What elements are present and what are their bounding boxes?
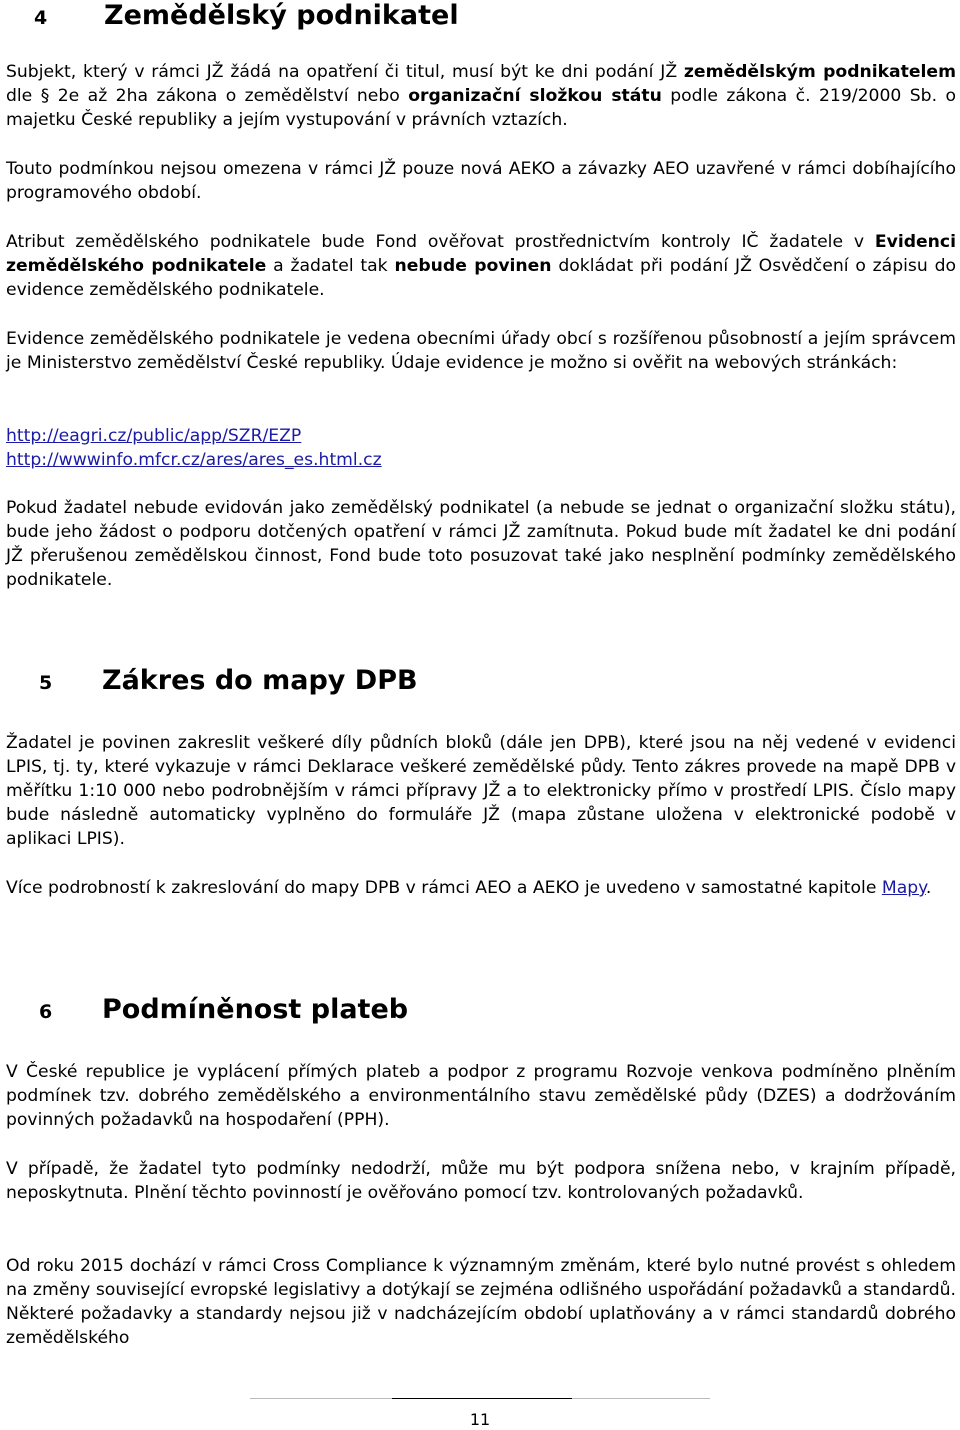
s4-paragraph-5: [6, 496, 956, 592]
paragraph-text: Od roku 2015 dochází v rámci Cross Compliance k významným změnám, které bylo nutné provést s ohledem na změny související evropské legislativy a dotýkají se zejména odlišného uspořádání požadavků a standardů. Některé požadavky a standardy nejsou již v nadcházejícím období uplatňovány a v rámci standardů dobrého zemědělského: [6, 1256, 956, 1348]
s6-paragraph-2: [6, 1157, 956, 1205]
text-run: podle zákona č. 219/2000 Sb. o majetku České republiky a jejím vystupování v právních vztazích.: [6, 86, 956, 130]
paragraph-text: Pokud žadatel nebude evidován jako zemědělský podnikatel (a nebude se jednat o organizační složku státu), bude jeho žádost o podporu dotčených opatření v rámci JŽ zamítnuta. Pokud bude mít žadatel ke dni podání JŽ přerušenou zemědělskou činnost, Fond bude toto posuzovat také jako nesplnění podmínky zemědělského podnikatele.: [6, 498, 956, 590]
s4-links: [6, 424, 956, 472]
paragraph-text: V případě, že žadatel tyto podmínky nedodrží, může mu být podpora snížena nebo, v krajním případě, neposkytnuta. Plnění těchto povinností je ověřováno pomocí tzv. kontrolovaných požadavků.: [6, 1159, 956, 1203]
paragraph-text: Evidence zemědělského podnikatele je vedena obecními úřady obcí s rozšířenou působností a jejím správcem je Ministerstvo zemědělství České republiky. Údaje evidence je možno si ověřit na webových stránkách:: [6, 329, 956, 373]
s4-paragraph-4: [6, 327, 956, 375]
section-title: Podmíněnost plateb: [102, 994, 409, 1025]
s6-paragraph-1: [6, 1060, 956, 1132]
bold-run: organizační složkou státu: [408, 86, 662, 106]
text-run: dokládat při podání JŽ Osvědčení o zápisu do evidence zemědělského podnikatele.: [6, 256, 956, 300]
text-run: a žadatel tak: [266, 256, 395, 276]
text-run: Subjekt, který v rámci JŽ žádá na opatření či titul, musí být ke dni podání JŽ: [6, 62, 684, 82]
s5-paragraph-2: [6, 876, 956, 900]
link-mapy[interactable]: Mapy: [881, 878, 926, 898]
s4-paragraph-1: [6, 60, 956, 132]
section-number: 5: [39, 672, 53, 694]
section-5-heading: [6, 665, 418, 696]
s6-paragraph-3: [6, 1254, 956, 1350]
section-4-heading: [0, 0, 459, 31]
bold-run: Evidenci zemědělského podnikatele: [6, 232, 956, 276]
bold-run: nebude povinen: [394, 256, 552, 276]
text-run: dle § 2e až 2ha zákona o zemědělství nebo: [6, 86, 409, 106]
text-run: Atribut zemědělského podnikatele bude Fond ověřovat prostřednictvím kontroly IČ žadatele v: [6, 232, 875, 252]
paragraph-text: V České republice je vyplácení přímých plateb a podpor z programu Rozvoje venkova podmíněno plněním podmínek tzv. dobrého zemědělského a environmentálního stavu zemědělské půdy (DZES) a dodržováním povinných požadavků na hospodaření (PPH).: [6, 1062, 956, 1130]
footer-divider-accent: [392, 1398, 572, 1399]
s5-paragraph-1: [6, 731, 956, 851]
section-number: 6: [39, 1001, 53, 1023]
s4-paragraph-3: [6, 230, 956, 302]
page-number: 11: [469, 1410, 491, 1429]
bold-run: zemědělským podnikatelem: [683, 62, 956, 82]
section-number: 4: [34, 7, 48, 29]
link-ares[interactable]: http://wwwinfo.mfcr.cz/ares/ares_es.html.cz: [6, 450, 382, 470]
link-eagri[interactable]: http://eagri.cz/public/app/SZR/EZP: [6, 426, 302, 446]
section-6-heading: [6, 994, 408, 1025]
paragraph-text: Touto podmínkou nejsou omezena v rámci JŽ pouze nová AEKO a závazky AEO uzavřené v rámci dobíhajícího programového období.: [6, 159, 956, 203]
section-title: Zákres do mapy DPB: [102, 665, 418, 696]
text-run: Více podrobností k zakreslování do mapy DPB v rámci AEO a AEKO je uvedeno v samostatné kapitole: [6, 878, 882, 898]
text-run: .: [925, 878, 932, 898]
s4-paragraph-2: [6, 157, 956, 205]
paragraph-text: Žadatel je povinen zakreslit veškeré díly půdních bloků (dále jen DPB), které jsou na něj vedené v evidenci LPIS, tj. ty, které vykazuje v rámci Deklarace veškeré zemědělské půdy. Tento zákres provede na mapě DPB v měřítku 1:10 000 nebo podrobnějším v rámci přípravy JŽ a to elektronicky přímo v prostředí LPIS. Číslo mapy bude následně automaticky vyplněno do formuláře JŽ (mapa zůstane uložena v elektronické podobě v aplikaci LPIS).: [6, 733, 956, 849]
section-title: Zemědělský podnikatel: [104, 0, 459, 31]
